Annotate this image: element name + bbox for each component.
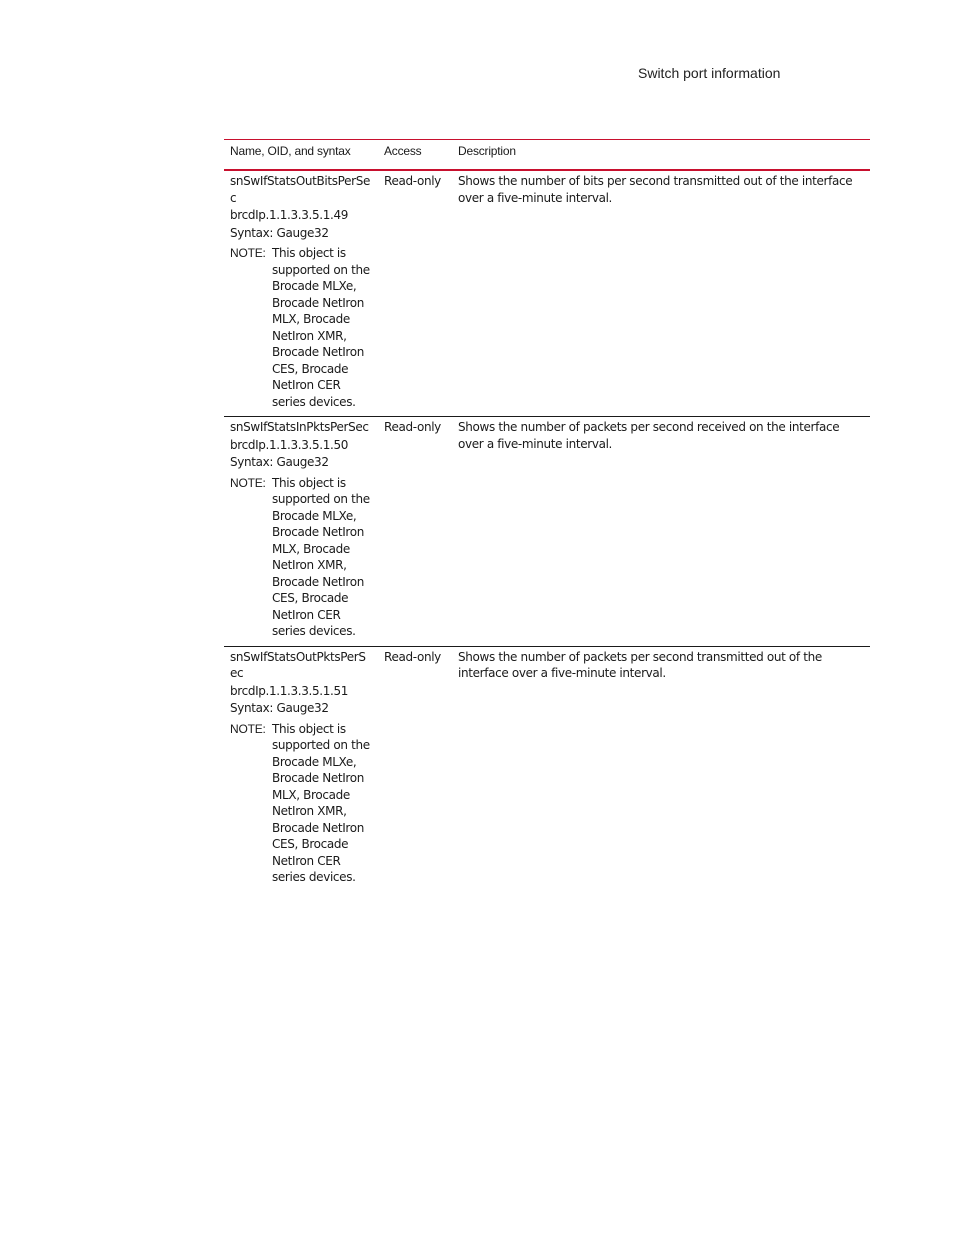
name-cell — [224, 170, 378, 417]
access-cell: Read-only — [384, 649, 441, 664]
note-label: NOTE: — [230, 721, 266, 736]
object-name — [230, 173, 372, 206]
column-header-access: Access — [384, 144, 422, 158]
table-row — [224, 417, 870, 647]
table-row — [224, 170, 870, 417]
description-cell: Shows the number of packets per second transmitted out of the interface over a five-minute interval. — [458, 649, 822, 680]
description-cell: Shows the number of bits per second transmitted out of the interface over a five-minute interval. — [458, 174, 853, 205]
name-cell — [224, 646, 378, 892]
object-syntax: Syntax: Gauge32 — [230, 701, 329, 715]
object-name-part1: snSwIfStatsOutPktsPerS — [230, 649, 366, 664]
mib-object-table — [224, 139, 870, 892]
object-name-part2: c — [230, 190, 237, 205]
object-name: snSwIfStatsInPktsPerSec — [230, 420, 369, 434]
note-block — [230, 721, 372, 886]
description-cell: Shows the number of packets per second received on the interface over a five-minute interval. — [458, 420, 840, 451]
access-cell: Read-only — [384, 420, 441, 434]
note-label: NOTE: — [230, 246, 266, 260]
note-block — [230, 245, 372, 410]
object-oid: brcdIp.1.1.3.3.5.1.49 — [230, 208, 349, 222]
table-header-row — [224, 140, 870, 171]
note-text: This object is supported on the Brocade MLXe, Brocade NetIron MLX, Brocade NetIron XMR, Brocade NetIron CES, Brocade NetIron CER series devices. — [272, 721, 370, 884]
object-syntax: Syntax: Gauge32 — [230, 455, 329, 469]
object-oid: brcdIp.1.1.3.3.5.1.51 — [230, 683, 349, 698]
object-name-part1: snSwIfStatsOutBitsPerSe — [230, 174, 371, 188]
note-block — [230, 475, 372, 640]
object-name — [230, 649, 372, 682]
access-cell: Read-only — [384, 174, 441, 188]
object-oid: brcdIp.1.1.3.3.5.1.50 — [230, 437, 349, 452]
column-header-description: Description — [458, 144, 516, 158]
note-text: This object is supported on the Brocade MLXe, Brocade NetIron MLX, Brocade NetIron XMR, Brocade NetIron CES, Brocade NetIron CER series devices. — [272, 475, 370, 638]
object-syntax: Syntax: Gauge32 — [230, 225, 329, 240]
table-row — [224, 646, 870, 892]
name-cell — [224, 417, 378, 647]
page-section-title: Switch port information — [638, 65, 781, 81]
note-label: NOTE: — [230, 475, 266, 490]
column-header-name: Name, OID, and syntax — [230, 144, 351, 158]
object-name-part2: ec — [230, 666, 244, 680]
note-text: This object is supported on the Brocade MLXe, Brocade NetIron MLX, Brocade NetIron XMR, Brocade NetIron CES, Brocade NetIron CER series devices. — [272, 246, 370, 409]
